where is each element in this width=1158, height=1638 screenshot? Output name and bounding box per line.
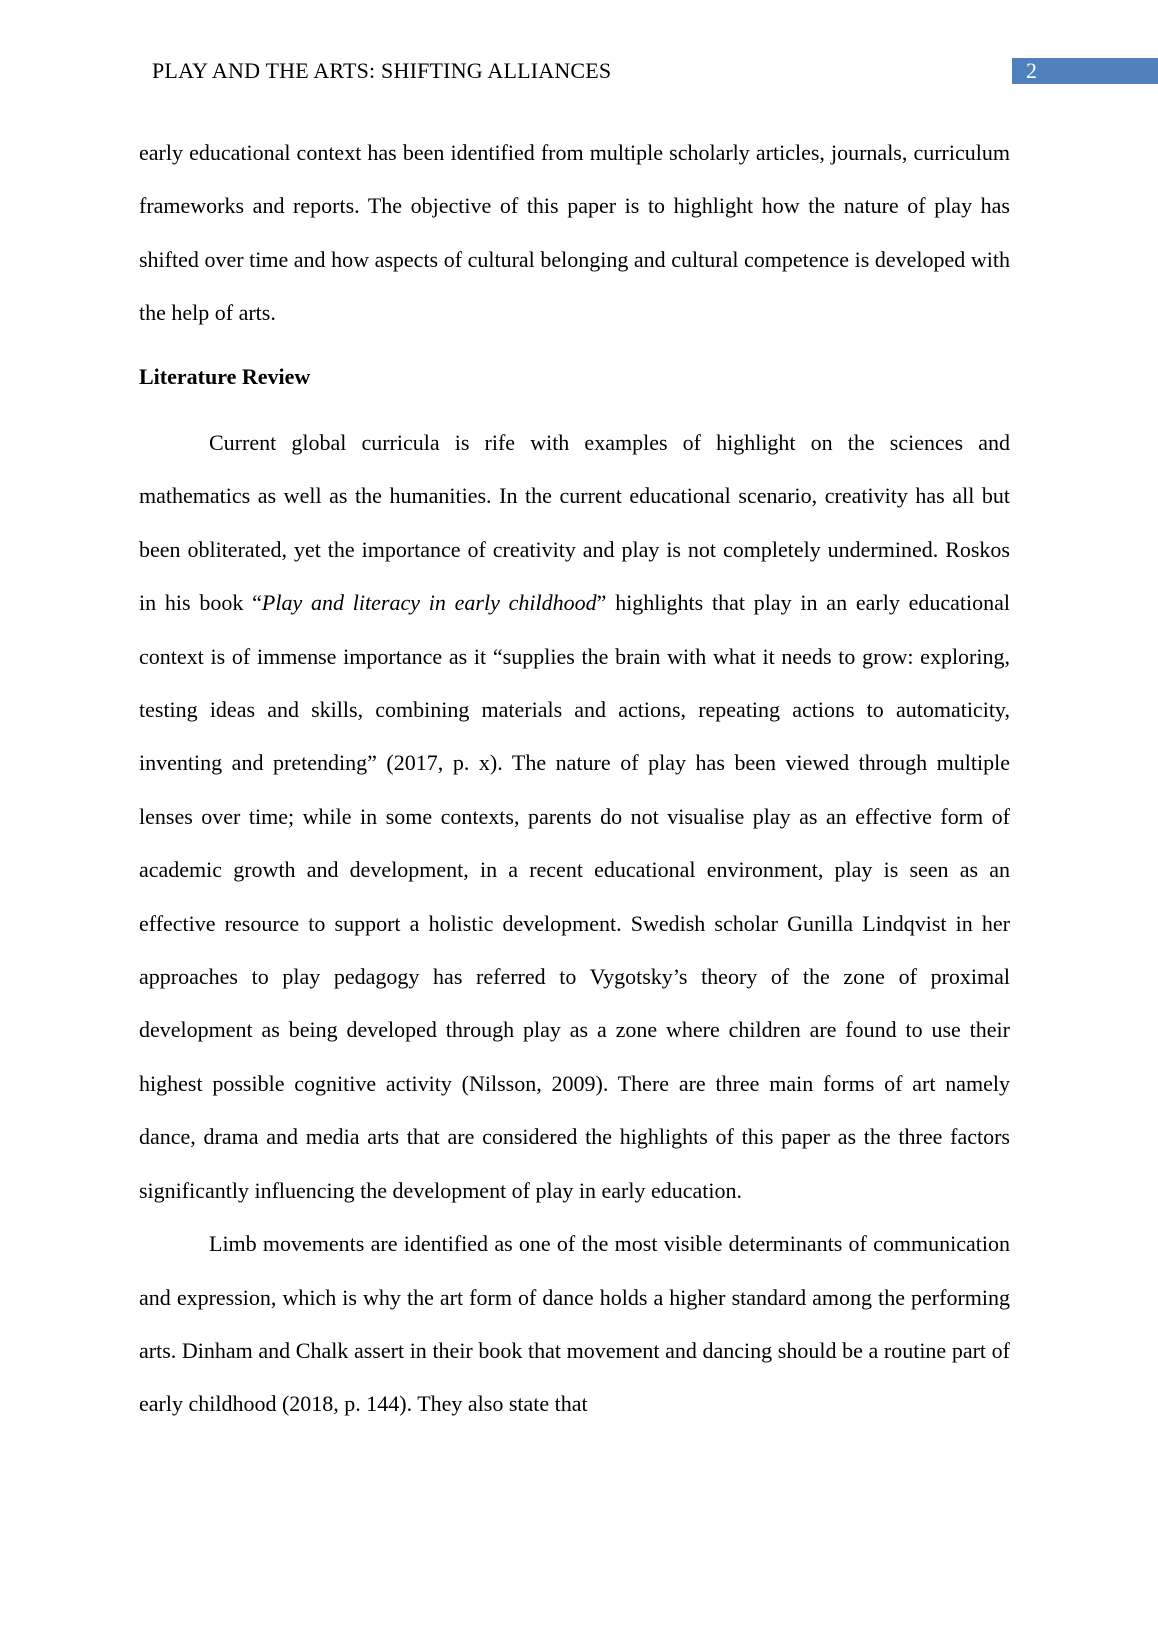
paragraph-text-after-title: ” highlights that play in an early educational context is of immense importance as it “supplies the brain with what it needs to grow: exploring, testing ideas and skills, combining materials and actions, repeating actions to automaticity, inventing and pretending” (2017, p. x). The nature of play has been viewed through multiple lenses over time; while in some contexts, parents do not visualise play as an effective form of academic growth and development, in a recent educational environment, play is seen as an effective resource to support a holistic development. Swedish scholar Gunilla Lindqvist in her approaches to play pedagogy has referred to Vygotsky’s theory of the zone of proximal development as being developed through play as a zone where children are found to use their highest possible cognitive activity (Nilsson, 2009). There are three main forms of art namely dance, drama and media arts that are considered the highlights of this paper as the three factors significantly influencing the development of play in early education. bbox=[139, 590, 1010, 1203]
literature-review-section bbox=[139, 416, 1010, 1431]
page-number: 2 bbox=[1026, 58, 1037, 83]
running-head: PLAY AND THE ARTS: SHIFTING ALLIANCES bbox=[152, 58, 612, 83]
page-number-badge bbox=[1012, 58, 1158, 84]
intro-paragraph: early educational context has been identified from multiple scholarly articles, journals, curriculum frameworks and reports. The objective of this paper is to highlight how the nature of play has shifted over time and how aspects of cultural belonging and cultural competence is developed with the help of arts. bbox=[139, 140, 1010, 326]
section-heading: Literature Review bbox=[139, 364, 311, 389]
paragraph-dance-movement: Limb movements are identified as one of the most visible determinants of communication and expression, which is why the art form of dance holds a higher standard among the performing arts. Dinham and Chalk assert in their book that movement and dancing should be a routine part of early childhood (2018, p. 144). They also state that bbox=[139, 1231, 1010, 1417]
paragraph-text-before-title: Current global curricula is rife with examples of highlight on the sciences and mathematics as well as the humanities. In the current educational scenario, creativity has all but been obliterated, yet the importance of creativity and play is not completely undermined. Roskos in his book “ bbox=[139, 430, 1010, 616]
intro-section bbox=[139, 126, 1010, 340]
paragraph-play-curricula bbox=[139, 416, 1010, 1217]
book-title: Play and literacy in early childhood bbox=[261, 590, 597, 616]
